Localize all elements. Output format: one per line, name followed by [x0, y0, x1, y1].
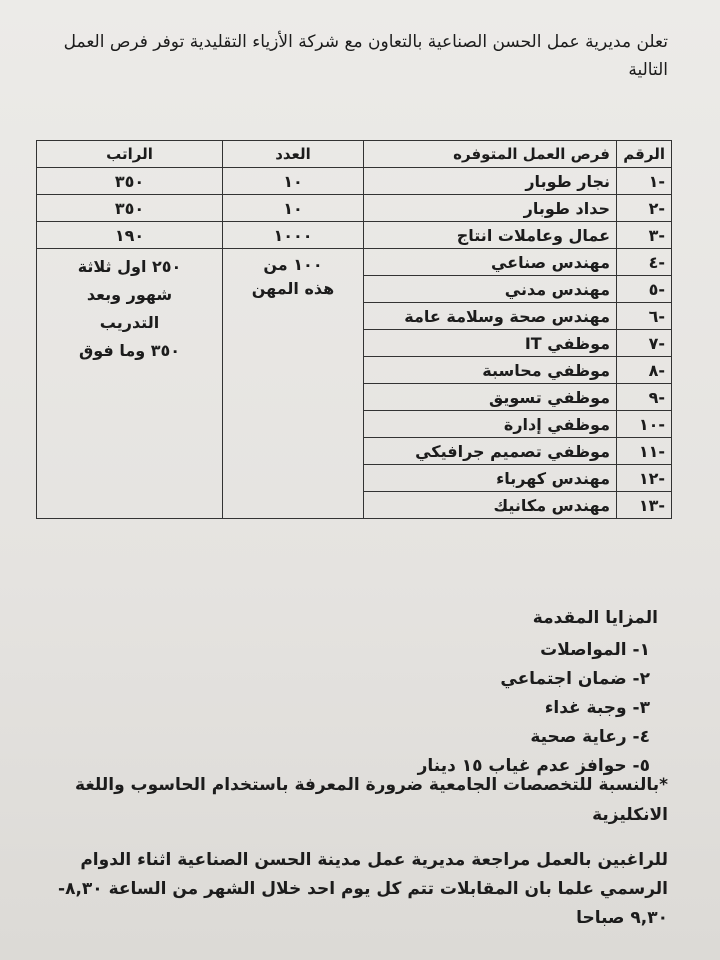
merged-salary-cell — [37, 249, 223, 519]
row-job-title: حداد طوبار — [364, 195, 617, 222]
row-number: -١٢ — [617, 465, 672, 492]
list-item: ٤- رعاية صحية — [530, 727, 650, 747]
list-item: ٣- وجبة غداء — [544, 698, 650, 718]
row-number: -١١ — [617, 438, 672, 465]
row-job-title: موظفي محاسبة — [364, 357, 617, 384]
row-job-title: مهندس صناعي — [364, 249, 617, 276]
table-row — [37, 168, 672, 195]
row-job-title: موظفي إدارة — [364, 411, 617, 438]
header-count: العدد — [223, 141, 364, 168]
list-item: ٢- ضمان اجتماعي — [500, 669, 650, 689]
row-number: -١ — [617, 168, 672, 195]
table-row — [37, 222, 672, 249]
merged-count-cell — [223, 249, 364, 519]
merged-salary-line: ٣٥٠ وما فوق — [78, 341, 181, 360]
benefits-title: المزايا المقدمة — [532, 608, 658, 628]
row-number: -٣ — [617, 222, 672, 249]
announcement-intro: تعلن مديرية عمل الحسن الصناعية بالتعاون مع شركة الأزياء التقليدية توفر فرص العمل التالية — [63, 32, 668, 80]
row-count: ١٠ — [223, 195, 364, 222]
application-instructions: للراغبين بالعمل مراجعة مديرية عمل مدينة الحسن الصناعية اثناء الدوام الرسمي علما بان المقابلات تتم كل يوم احد خلال الشهر من الساعة ٨,٣٠- ٩,٣٠ صباحا — [58, 850, 668, 928]
row-job-title: مهندس كهرباء — [364, 465, 617, 492]
merged-salary-line: ٢٥٠ اول ثلاثة — [77, 257, 182, 276]
jobs-table — [36, 140, 672, 519]
header-salary: الراتب — [37, 141, 223, 168]
row-number: -٢ — [617, 195, 672, 222]
row-job-title: عمال وعاملات انتاج — [364, 222, 617, 249]
row-job-title: مهندس مدني — [364, 276, 617, 303]
merged-salary-line: شهور وبعد — [86, 285, 173, 304]
row-number: -٨ — [617, 357, 672, 384]
row-count: ١٠٠٠ — [223, 222, 364, 249]
header-number: الرقم — [617, 141, 672, 168]
merged-count-line: هذه المهن — [251, 279, 335, 298]
list-item: ١- المواصلات — [540, 640, 650, 660]
row-number: -٦ — [617, 303, 672, 330]
row-number: -١٣ — [617, 492, 672, 519]
row-salary: ١٩٠ — [37, 222, 223, 249]
row-job-title: موظفي تسويق — [364, 384, 617, 411]
row-salary: ٣٥٠ — [37, 168, 223, 195]
header-job-title: فرص العمل المتوفره — [364, 141, 617, 168]
table-row — [37, 195, 672, 222]
row-number: -١٠ — [617, 411, 672, 438]
row-job-title: نجار طوبار — [364, 168, 617, 195]
row-number: -٩ — [617, 384, 672, 411]
table-header-row — [37, 141, 672, 168]
row-job-title: مهندس مكانيك — [364, 492, 617, 519]
row-job-title: مهندس صحة وسلامة عامة — [364, 303, 617, 330]
row-number: -٧ — [617, 330, 672, 357]
merged-salary-line: التدريب — [99, 313, 160, 332]
benefits-list — [48, 636, 668, 781]
row-job-title: موظفي IT — [364, 330, 617, 357]
row-number: -٤ — [617, 249, 672, 276]
requirements-note: *بالنسبة للتخصصات الجامعية ضرورة المعرفة باستخدام الحاسوب واللغة الانكليزية — [75, 775, 668, 825]
row-salary: ٣٥٠ — [37, 195, 223, 222]
table-row — [37, 249, 672, 276]
list-item: ٥- حوافز عدم غياب ١٥ دينار — [417, 756, 650, 776]
row-count: ١٠ — [223, 168, 364, 195]
merged-count-line: ١٠٠ من — [263, 255, 323, 274]
row-number: -٥ — [617, 276, 672, 303]
row-job-title: موظفي تصميم جرافيكي — [364, 438, 617, 465]
